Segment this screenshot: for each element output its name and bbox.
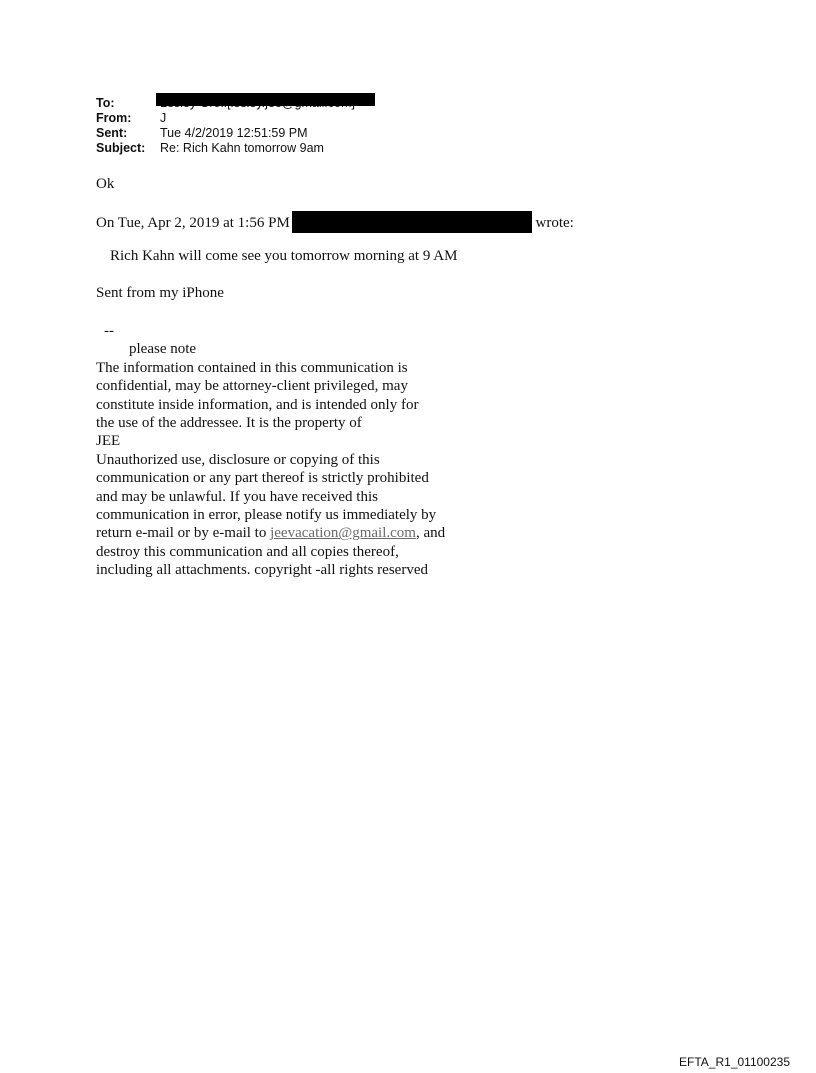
to-label: To: [96, 96, 115, 110]
subject-row [96, 141, 355, 156]
separator: -- [104, 323, 114, 339]
quoted-message: Rich Kahn will come see you tomorrow morning at 9 AM [110, 248, 458, 264]
disclaimer-line: communication or any part thereof is strictly prohibited [96, 470, 429, 487]
disclaimer-block [96, 322, 445, 580]
disclaimer-line: communication in error, please notify us immediately by [96, 507, 437, 524]
quote-intro [96, 211, 574, 233]
email-line-suffix: , and [415, 525, 446, 542]
from-row [96, 111, 355, 126]
signature: Sent from my iPhone [96, 285, 224, 301]
contact-email-link[interactable]: jeevacation@gmail.com [270, 525, 416, 542]
disclaimer-line: The information contained in this communication is [96, 359, 408, 376]
disclaimer-line: including all attachments. copyright -all rights reserved [96, 562, 428, 579]
subject-value: Re: Rich Kahn tomorrow 9am [160, 141, 324, 155]
disclaimer-line: JEE [96, 433, 121, 450]
sent-label: Sent: [96, 126, 128, 140]
disclaimer-line: the use of the addressee. It is the property of [96, 415, 362, 432]
disclaimer-line: Unauthorized use, disclosure or copying of this [96, 451, 380, 468]
document-id: EFTA_R1_01100235 [679, 1055, 790, 1069]
sent-value: Tue 4/2/2019 12:51:59 PM [160, 126, 308, 140]
disclaimer-email-line [96, 524, 445, 542]
quote-intro-prefix: On Tue, Apr 2, 2019 at 1:56 PM [96, 215, 290, 231]
subject-label: Subject: [96, 141, 146, 155]
from-label: From: [96, 111, 132, 125]
to-value [160, 96, 355, 111]
email-line-prefix: return e-mail or by e-mail to [96, 525, 271, 542]
disclaimer-line: confidential, may be attorney-client privileged, may [96, 378, 408, 395]
sent-row [96, 126, 355, 141]
disclaimer-line: destroy this communication and all copies thereof, [96, 543, 399, 560]
sender-redaction [292, 211, 532, 233]
to-row [96, 96, 355, 111]
from-value: J [160, 111, 167, 125]
note-heading: please note [129, 341, 197, 358]
quote-intro-suffix: wrote: [531, 215, 574, 231]
reply-text: Ok [96, 176, 115, 192]
to-redaction [156, 93, 375, 106]
email-header [96, 96, 355, 156]
disclaimer-line: constitute inside information, and is intended only for [96, 396, 419, 413]
disclaimer-line: and may be unlawful. If you have received this [96, 488, 378, 505]
